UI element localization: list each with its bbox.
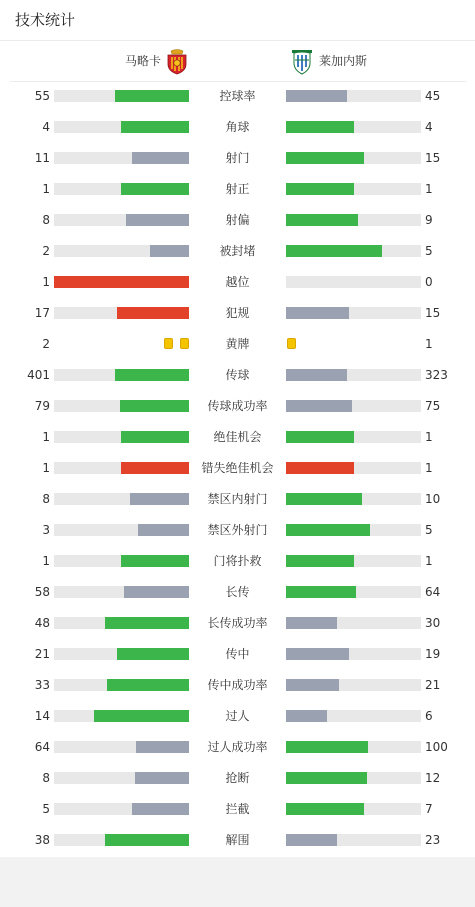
away-stat-bar bbox=[286, 152, 364, 164]
home-stat-value: 2 bbox=[42, 244, 50, 258]
home-stat-value: 8 bbox=[42, 492, 50, 506]
stat-label: 角球 bbox=[225, 120, 250, 134]
away-stat-value: 30 bbox=[425, 616, 441, 630]
away-stat-bar-track bbox=[286, 834, 421, 846]
home-stat-value: 401 bbox=[27, 368, 50, 382]
away-stat-value: 5 bbox=[425, 523, 433, 537]
away-stat-value: 45 bbox=[425, 89, 441, 103]
away-stat-bar-track bbox=[286, 307, 421, 319]
home-stat-bar-track bbox=[54, 276, 189, 288]
home-stat-bar bbox=[121, 431, 189, 443]
away-stat-value: 19 bbox=[425, 647, 441, 661]
stat-row bbox=[0, 639, 475, 670]
home-stat-bar bbox=[132, 152, 189, 164]
home-stat-bar-track bbox=[54, 307, 189, 319]
stat-label: 射正 bbox=[225, 182, 250, 196]
away-stat-bar-track bbox=[286, 524, 421, 536]
away-stat-bar-track bbox=[286, 679, 421, 691]
away-stat-bar bbox=[286, 555, 354, 567]
home-stat-bar bbox=[138, 524, 189, 536]
away-stat-bar-track bbox=[286, 772, 421, 784]
away-stat-bar bbox=[286, 183, 354, 195]
away-stat-value: 323 bbox=[425, 368, 448, 382]
home-stat-value: 1 bbox=[42, 182, 50, 196]
stat-row bbox=[0, 515, 475, 546]
home-stat-bar-track bbox=[54, 555, 189, 567]
away-stat-bar-track bbox=[286, 214, 421, 226]
away-stat-bar bbox=[286, 121, 354, 133]
away-stat-bar-track bbox=[286, 710, 421, 722]
away-stat-bar bbox=[286, 679, 339, 691]
away-stat-value: 5 bbox=[425, 244, 433, 258]
home-stat-bar-track bbox=[54, 431, 189, 443]
stat-label: 过人 bbox=[225, 709, 250, 723]
home-stat-bar bbox=[115, 90, 189, 102]
home-stat-bar-track bbox=[54, 741, 189, 753]
home-stat-bar-track bbox=[54, 400, 189, 412]
stat-label: 门将扑救 bbox=[213, 554, 262, 568]
stat-row bbox=[0, 174, 475, 205]
stat-label: 射门 bbox=[225, 151, 250, 165]
stat-row bbox=[0, 81, 475, 112]
stat-label: 射偏 bbox=[225, 213, 250, 227]
away-stat-bar-track bbox=[286, 462, 421, 474]
home-stat-value: 64 bbox=[34, 740, 50, 754]
away-stat-bar bbox=[286, 803, 364, 815]
away-stat-bar bbox=[286, 431, 354, 443]
home-stat-bar bbox=[115, 369, 189, 381]
stat-row bbox=[0, 391, 475, 422]
stat-row bbox=[0, 546, 475, 577]
away-stat-value: 0 bbox=[425, 275, 433, 289]
away-stat-bar-track bbox=[286, 555, 421, 567]
home-stat-bar-track bbox=[54, 121, 189, 133]
away-stat-value: 1 bbox=[425, 182, 433, 196]
home-stat-bar bbox=[94, 710, 189, 722]
stat-label: 解围 bbox=[225, 833, 250, 847]
home-stat-bar bbox=[150, 245, 189, 257]
away-stat-bar bbox=[286, 710, 327, 722]
leganes-crest-icon[interactable] bbox=[291, 48, 313, 75]
stat-label: 错失绝佳机会 bbox=[201, 461, 274, 475]
away-stat-bar bbox=[286, 617, 337, 629]
away-team-name[interactable]: 莱加内斯 bbox=[319, 54, 368, 68]
away-stat-bar bbox=[286, 90, 347, 102]
away-stat-value: 7 bbox=[425, 802, 433, 816]
stat-label: 禁区外射门 bbox=[207, 523, 268, 537]
away-stat-value: 15 bbox=[425, 151, 441, 165]
stat-label: 长传成功率 bbox=[207, 616, 268, 630]
home-stat-bar-track bbox=[54, 617, 189, 629]
teams-header bbox=[0, 41, 475, 81]
home-stat-bar-track bbox=[54, 245, 189, 257]
home-stat-bar-track bbox=[54, 369, 189, 381]
stat-label: 绝佳机会 bbox=[213, 430, 262, 444]
home-stat-value: 17 bbox=[34, 306, 50, 320]
yellow-card-icon bbox=[164, 338, 173, 349]
home-stat-bar-track bbox=[54, 803, 189, 815]
stat-row bbox=[0, 205, 475, 236]
stat-row bbox=[0, 112, 475, 143]
stat-row bbox=[0, 143, 475, 174]
stat-row bbox=[0, 701, 475, 732]
away-stat-value: 10 bbox=[425, 492, 441, 506]
home-stat-bar bbox=[120, 400, 189, 412]
stat-row bbox=[0, 267, 475, 298]
home-team-name[interactable]: 马略卡 bbox=[124, 54, 161, 68]
home-stat-bar bbox=[130, 493, 189, 505]
stat-row bbox=[0, 484, 475, 515]
away-stat-value: 4 bbox=[425, 120, 433, 134]
home-stat-value: 1 bbox=[42, 430, 50, 444]
away-stat-bar-track bbox=[286, 617, 421, 629]
away-stat-bar-track bbox=[286, 90, 421, 102]
away-stat-value: 1 bbox=[425, 430, 433, 444]
home-stat-bar-track bbox=[54, 710, 189, 722]
away-stat-bar bbox=[286, 369, 347, 381]
home-stat-bar bbox=[117, 307, 189, 319]
home-stat-bar bbox=[121, 183, 189, 195]
stat-label: 传球成功率 bbox=[207, 399, 268, 413]
home-stat-value: 79 bbox=[34, 399, 50, 413]
stat-label: 传中成功率 bbox=[207, 678, 268, 692]
away-stat-bar-track bbox=[286, 493, 421, 505]
away-stat-bar bbox=[286, 400, 352, 412]
away-stat-bar bbox=[286, 307, 349, 319]
stat-row bbox=[0, 360, 475, 391]
home-stat-bar-track bbox=[54, 834, 189, 846]
home-stat-value: 33 bbox=[34, 678, 50, 692]
stat-row bbox=[0, 732, 475, 763]
home-stat-value: 1 bbox=[42, 275, 50, 289]
home-stat-bar bbox=[121, 121, 189, 133]
home-stat-bar-track bbox=[54, 90, 189, 102]
away-stat-bar-track bbox=[286, 152, 421, 164]
stat-row bbox=[0, 670, 475, 701]
home-stat-value: 1 bbox=[42, 554, 50, 568]
away-stat-bar bbox=[286, 214, 358, 226]
home-stat-bar bbox=[54, 276, 189, 288]
away-stat-bar-track bbox=[286, 400, 421, 412]
home-stat-bar bbox=[135, 772, 189, 784]
home-stat-value: 21 bbox=[34, 647, 50, 661]
home-stat-bar-track bbox=[54, 679, 189, 691]
home-stat-bar bbox=[136, 741, 189, 753]
away-stat-bar bbox=[286, 524, 370, 536]
home-stat-value: 55 bbox=[34, 89, 50, 103]
home-stat-value: 14 bbox=[34, 709, 50, 723]
away-stat-value: 75 bbox=[425, 399, 441, 413]
stat-row bbox=[0, 453, 475, 484]
stat-row bbox=[0, 608, 475, 639]
stat-row bbox=[0, 763, 475, 794]
home-stat-value: 8 bbox=[42, 771, 50, 785]
home-stat-bar bbox=[107, 679, 189, 691]
home-stat-bar bbox=[105, 617, 189, 629]
away-stat-bar-track bbox=[286, 586, 421, 598]
home-stat-bar bbox=[121, 555, 189, 567]
home-stat-bar bbox=[121, 462, 189, 474]
home-stat-bar-track bbox=[54, 648, 189, 660]
away-stat-bar-track bbox=[286, 276, 421, 288]
away-stat-value: 6 bbox=[425, 709, 433, 723]
away-stat-bar-track bbox=[286, 245, 421, 257]
stat-row bbox=[0, 298, 475, 329]
stat-label: 控球率 bbox=[219, 89, 256, 103]
home-stat-bar bbox=[124, 586, 189, 598]
away-stat-bar bbox=[286, 586, 356, 598]
home-stat-bar bbox=[126, 214, 189, 226]
home-stat-bar-track bbox=[54, 183, 189, 195]
home-stat-bar bbox=[105, 834, 189, 846]
stat-label: 禁区内射门 bbox=[207, 492, 268, 506]
stat-label: 长传 bbox=[225, 585, 250, 599]
away-stat-bar bbox=[286, 772, 367, 784]
away-stat-bar bbox=[286, 648, 349, 660]
home-stat-bar-track bbox=[54, 524, 189, 536]
stat-label: 传中 bbox=[225, 647, 250, 661]
home-stat-bar-track bbox=[54, 152, 189, 164]
away-stat-bar-track bbox=[286, 121, 421, 133]
away-stat-bar bbox=[286, 462, 354, 474]
away-stat-bar bbox=[286, 834, 337, 846]
home-stat-value: 1 bbox=[42, 461, 50, 475]
yellow-card-icon bbox=[180, 338, 189, 349]
away-stat-bar bbox=[286, 493, 362, 505]
home-stat-bar bbox=[132, 803, 189, 815]
stat-row bbox=[0, 422, 475, 453]
away-stat-bar-track bbox=[286, 648, 421, 660]
stat-label: 过人成功率 bbox=[207, 740, 268, 754]
away-stat-value: 23 bbox=[425, 833, 441, 847]
away-stat-value: 1 bbox=[425, 554, 433, 568]
home-stat-value: 4 bbox=[42, 120, 50, 134]
away-stat-bar bbox=[286, 741, 368, 753]
away-stat-value: 21 bbox=[425, 678, 441, 692]
stat-label: 抢断 bbox=[225, 771, 250, 785]
home-stat-value: 8 bbox=[42, 213, 50, 227]
stat-label: 越位 bbox=[225, 275, 250, 289]
stat-label: 被封堵 bbox=[219, 244, 256, 258]
away-stat-value: 1 bbox=[425, 461, 433, 475]
away-stat-bar-track bbox=[286, 183, 421, 195]
away-stat-value: 100 bbox=[425, 740, 448, 754]
home-stat-bar-track bbox=[54, 493, 189, 505]
home-stat-value: 38 bbox=[34, 833, 50, 847]
away-stat-value: 12 bbox=[425, 771, 441, 785]
mallorca-crest-icon[interactable] bbox=[166, 48, 188, 75]
away-stat-bar bbox=[286, 245, 382, 257]
away-stat-value: 9 bbox=[425, 213, 433, 227]
away-stat-bar-track bbox=[286, 803, 421, 815]
away-stat-bar-track bbox=[286, 431, 421, 443]
stat-label: 黄牌 bbox=[225, 337, 250, 351]
stat-row bbox=[0, 236, 475, 267]
away-stat-value: 15 bbox=[425, 306, 441, 320]
stat-row bbox=[0, 329, 475, 360]
stat-label: 犯规 bbox=[225, 306, 250, 320]
away-stat-value: 64 bbox=[425, 585, 441, 599]
stat-row bbox=[0, 825, 475, 856]
home-stat-bar-track bbox=[54, 462, 189, 474]
away-stat-value: 1 bbox=[425, 337, 433, 351]
stat-row bbox=[0, 794, 475, 825]
stat-row bbox=[0, 577, 475, 608]
stat-label: 传球 bbox=[225, 368, 250, 382]
home-stat-value: 48 bbox=[34, 616, 50, 630]
home-stat-value: 58 bbox=[34, 585, 50, 599]
home-stat-value: 11 bbox=[34, 151, 50, 165]
home-stat-bar-track bbox=[54, 586, 189, 598]
home-stat-value: 2 bbox=[42, 337, 50, 351]
home-stat-bar bbox=[117, 648, 189, 660]
home-stat-value: 5 bbox=[42, 802, 50, 816]
home-stat-bar-track bbox=[54, 214, 189, 226]
home-stat-value: 3 bbox=[42, 523, 50, 537]
yellow-card-icon bbox=[287, 338, 296, 349]
stat-label: 拦截 bbox=[225, 802, 250, 816]
away-stat-bar-track bbox=[286, 369, 421, 381]
page-title: 技术统计 bbox=[15, 11, 76, 29]
away-stat-bar-track bbox=[286, 741, 421, 753]
home-stat-bar-track bbox=[54, 772, 189, 784]
